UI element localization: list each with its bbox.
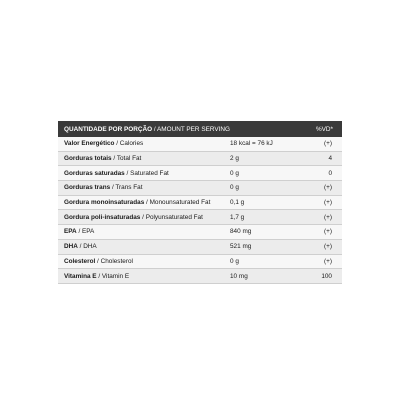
table-row xyxy=(58,137,342,151)
nutrient-name-pt: Gorduras trans xyxy=(64,184,111,192)
nutrient-amount: 1,7 g xyxy=(224,210,299,225)
nutrient-name-separator: / xyxy=(124,169,131,177)
nutrient-vd: 0 xyxy=(299,166,342,181)
table-row xyxy=(58,195,342,210)
nutrient-name xyxy=(58,151,224,166)
serving-header xyxy=(58,121,299,137)
nutrient-name-en: Saturated Fat xyxy=(130,169,169,177)
nutrient-vd: (+) xyxy=(299,239,342,254)
nutrient-name xyxy=(58,137,224,151)
nutrient-name-en: Monounsaturated Fat xyxy=(149,199,211,207)
table-row xyxy=(58,254,342,269)
nutrient-name-separator: / xyxy=(95,257,101,265)
nutrient-name-en: Trans Fat xyxy=(115,184,143,192)
nutrient-name-pt: Gorduras saturadas xyxy=(64,169,125,177)
nutrient-amount: 18 kcal = 76 kJ xyxy=(224,137,299,151)
nutrient-name xyxy=(58,195,224,210)
nutrient-name-separator: / xyxy=(76,228,82,236)
table-row xyxy=(58,239,342,254)
table-row xyxy=(58,151,342,166)
nutrient-amount: 0 g xyxy=(224,166,299,181)
nutrient-amount: 0 g xyxy=(224,181,299,196)
vd-header: %VD* xyxy=(299,121,342,137)
nutrient-name-en: EPA xyxy=(82,228,95,236)
nutrient-name-separator: / xyxy=(114,140,120,148)
nutrient-name-en: Vitamin E xyxy=(101,272,130,280)
nutrient-name-pt: EPA xyxy=(64,228,77,236)
nutrient-name-pt: Valor Energético xyxy=(64,140,115,148)
nutrient-name-pt: Gordura poli-insaturadas xyxy=(64,213,141,221)
nutrient-name xyxy=(58,210,224,225)
nutrition-table-header xyxy=(58,121,342,137)
nutrient-amount: 10 mg xyxy=(224,269,299,284)
serving-header-separator: / xyxy=(152,125,158,133)
nutrient-name-pt: Colesterol xyxy=(64,257,96,265)
nutrient-name-separator: / xyxy=(77,243,84,251)
table-row xyxy=(58,269,342,284)
nutrient-amount: 840 mg xyxy=(224,225,299,240)
nutrient-name-separator: / xyxy=(111,155,117,163)
serving-header-en: AMOUNT PER SERVING xyxy=(157,125,230,133)
nutrient-name-separator: / xyxy=(140,213,146,221)
nutrient-name xyxy=(58,181,224,196)
nutrient-name-en: Polyunsaturated Fat xyxy=(145,213,203,221)
nutrient-name-en: Total Fat xyxy=(116,155,142,163)
nutrient-vd: (+) xyxy=(299,210,342,225)
table-row xyxy=(58,166,342,181)
nutrient-name xyxy=(58,166,224,181)
nutrient-name xyxy=(58,239,224,254)
nutrient-name-en: DHA xyxy=(83,243,97,251)
nutrient-vd: (+) xyxy=(299,254,342,269)
nutrition-table xyxy=(58,121,342,284)
nutrient-vd: (+) xyxy=(299,195,342,210)
nutrient-name-pt: Gorduras totais xyxy=(64,155,112,163)
nutrient-name-en: Cholesterol xyxy=(100,257,133,265)
nutrient-name xyxy=(58,225,224,240)
nutrient-vd: (+) xyxy=(299,225,342,240)
nutrient-name xyxy=(58,254,224,269)
table-row xyxy=(58,210,342,225)
nutrient-amount: 0,1 g xyxy=(224,195,299,210)
nutrient-name-separator: / xyxy=(144,199,150,207)
nutrition-table-body xyxy=(58,137,342,283)
table-row xyxy=(58,181,342,196)
nutrient-vd: 100 xyxy=(299,269,342,284)
nutrient-amount: 2 g xyxy=(224,151,299,166)
header-row xyxy=(58,121,342,137)
nutrient-name-separator: / xyxy=(96,272,102,280)
nutrient-name-pt: Gordura monoinsaturadas xyxy=(64,199,145,207)
table-row xyxy=(58,225,342,240)
nutrient-name-pt: DHA xyxy=(64,243,78,251)
nutrient-amount: 0 g xyxy=(224,254,299,269)
nutrient-amount: 521 mg xyxy=(224,239,299,254)
nutrient-vd: 4 xyxy=(299,151,342,166)
serving-header-pt: QUANTIDADE POR PORÇÃO xyxy=(64,125,153,133)
nutrient-name-en: Calories xyxy=(119,140,144,148)
nutrient-name-separator: / xyxy=(110,184,116,192)
nutrient-vd: (+) xyxy=(299,137,342,151)
nutrient-name xyxy=(58,269,224,284)
nutrient-vd: (+) xyxy=(299,181,342,196)
nutrient-name-pt: Vitamina E xyxy=(64,272,97,280)
